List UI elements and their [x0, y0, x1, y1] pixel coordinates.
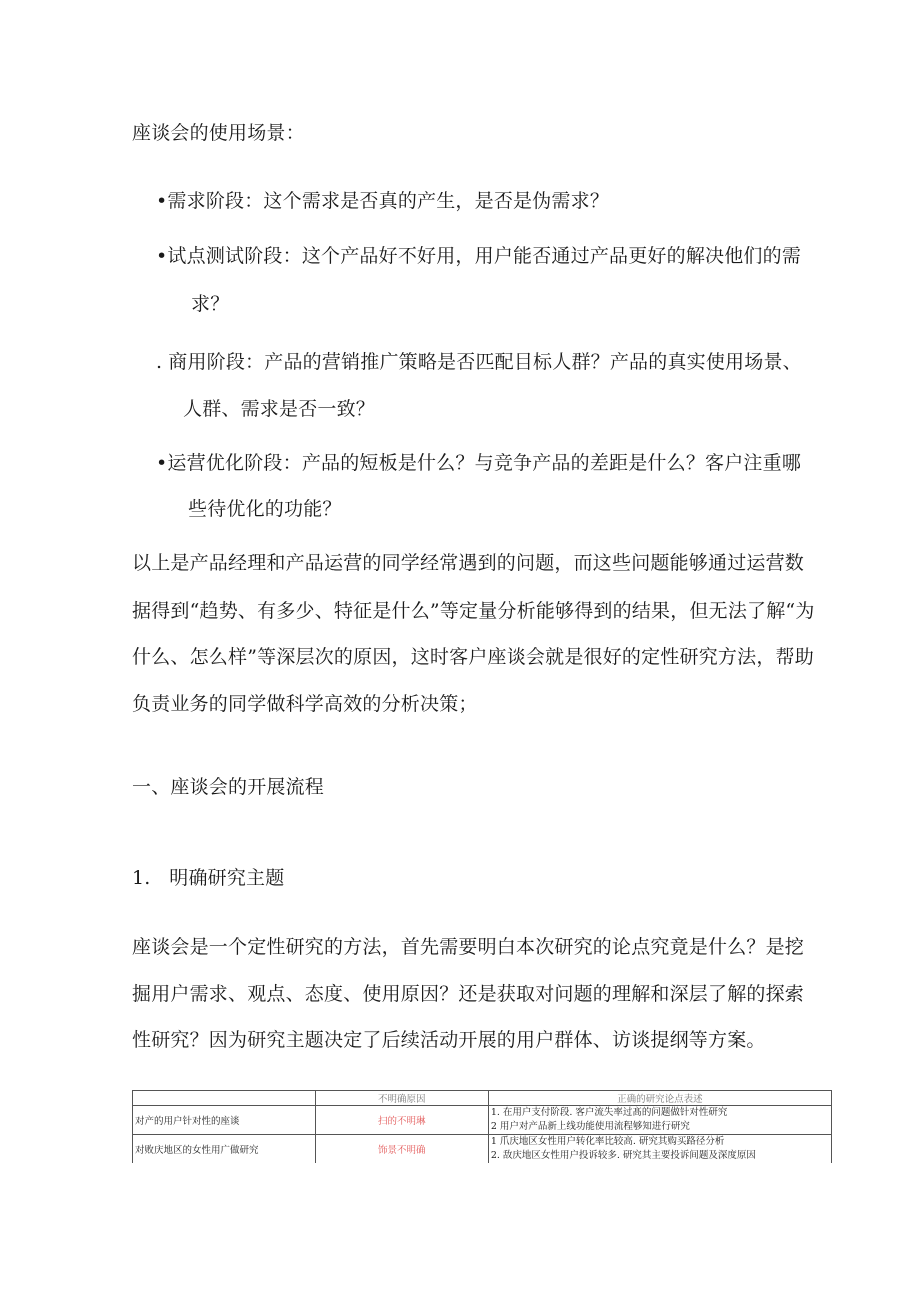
bullet-text: 商用阶段：产品的营销推广策略是否匹配目标人群？产品的真实使用场景、 — [168, 351, 802, 373]
paragraph-1-line-3: 什么、怎么样”等深层次的原因，这时客户座谈会就是很好的定性研究方法，帮助 — [132, 646, 814, 668]
bullet-marker: • — [156, 190, 168, 212]
table-header-cell: 不明确原因 — [315, 1091, 488, 1106]
bullet-4-continued: 些待优化的功能？ — [188, 498, 342, 520]
table-header-row — [133, 1091, 832, 1106]
bullet-text: 运营优化阶段：产品的短板是什么？与竞争产品的差距是什么？客户注重哪 — [167, 452, 802, 474]
bullet-3-continued: 人群、需求是否一致？ — [183, 398, 376, 420]
table-header-cell — [133, 1091, 316, 1106]
paragraph-1-line-1: 以上是产品经理和产品运营的同学经常遇到的问题，而这些问题能够通过运营数 — [132, 552, 805, 574]
table-cell-reason: 饰景不明确 — [315, 1135, 488, 1164]
table-point: 1. 在用户支付阶段. 客户流失率过髙的问题做针对性研究 — [490, 1107, 728, 1118]
bullet-text: 需求阶段：这个需求是否真的产生，是否是伪需求？ — [167, 190, 610, 212]
paragraph-2-line-2: 掘用户需求、观点、态度、使用原因？还是获取对问题的理解和深层了解的探索 — [132, 983, 805, 1005]
paragraph-1-line-4: 负责业务的同学做科学高效的分析决策； — [132, 693, 478, 715]
bullet-3 — [156, 350, 802, 374]
paragraph-2-line-1: 座谈会是一个定性研究的方法，首先需要明白本次研究的论点究竟是什么？是挖 — [132, 936, 805, 958]
subsection-heading: 1. 明确研究主题 — [132, 867, 285, 889]
table-cell-reason: 扫的不明琳 — [315, 1106, 488, 1135]
bullet-1 — [156, 189, 609, 213]
table-point: 2. 敌庆地区女性用户投诉较多. 研究其主要投诉间题及深度原因 — [490, 1150, 756, 1161]
paragraph-1-line-2: 据得到“趋势、有多少、特征是什么”等定量分析能够得到的结果，但无法了解“为 — [132, 600, 815, 622]
research-topic-table — [132, 1090, 832, 1163]
bullet-text: 试点测试阶段：这个产品好不好用，用户能否通过产品更好的解决他们的需 — [167, 245, 802, 267]
table-point: 1 爪庆地区女性用户转化率比较高. 研究其购买路径分析 — [490, 1136, 725, 1147]
table-row — [133, 1106, 832, 1135]
section-heading: 一、座谈会的开展流程 — [132, 776, 325, 798]
bullet-2-continued: 求？ — [191, 293, 230, 315]
bullet-2 — [156, 244, 801, 268]
table-row — [133, 1135, 832, 1164]
intro-heading: 座谈会的使用场景： — [132, 122, 305, 144]
bullet-marker: • — [156, 245, 168, 267]
table-cell-topic: 对产的用户针对性的座谈 — [133, 1106, 316, 1135]
bullet-marker: • — [156, 452, 168, 474]
table-cell-points — [488, 1135, 831, 1164]
table-cell-points — [488, 1106, 831, 1135]
bullet-4 — [156, 451, 801, 475]
table-point: 2 用户对产品新上线功能使用流程够知进行研究 — [490, 1121, 690, 1132]
table-cell-topic: 对败庆地区的女性用广做研究 — [133, 1135, 316, 1164]
paragraph-2-line-3: 性研究？因为研究主题决定了后续活动开展的用户群体、访谈提纲等方案。 — [132, 1029, 766, 1051]
bullet-marker: . — [156, 351, 163, 373]
table-header-cell: 正确的研究论点表述 — [488, 1091, 831, 1106]
